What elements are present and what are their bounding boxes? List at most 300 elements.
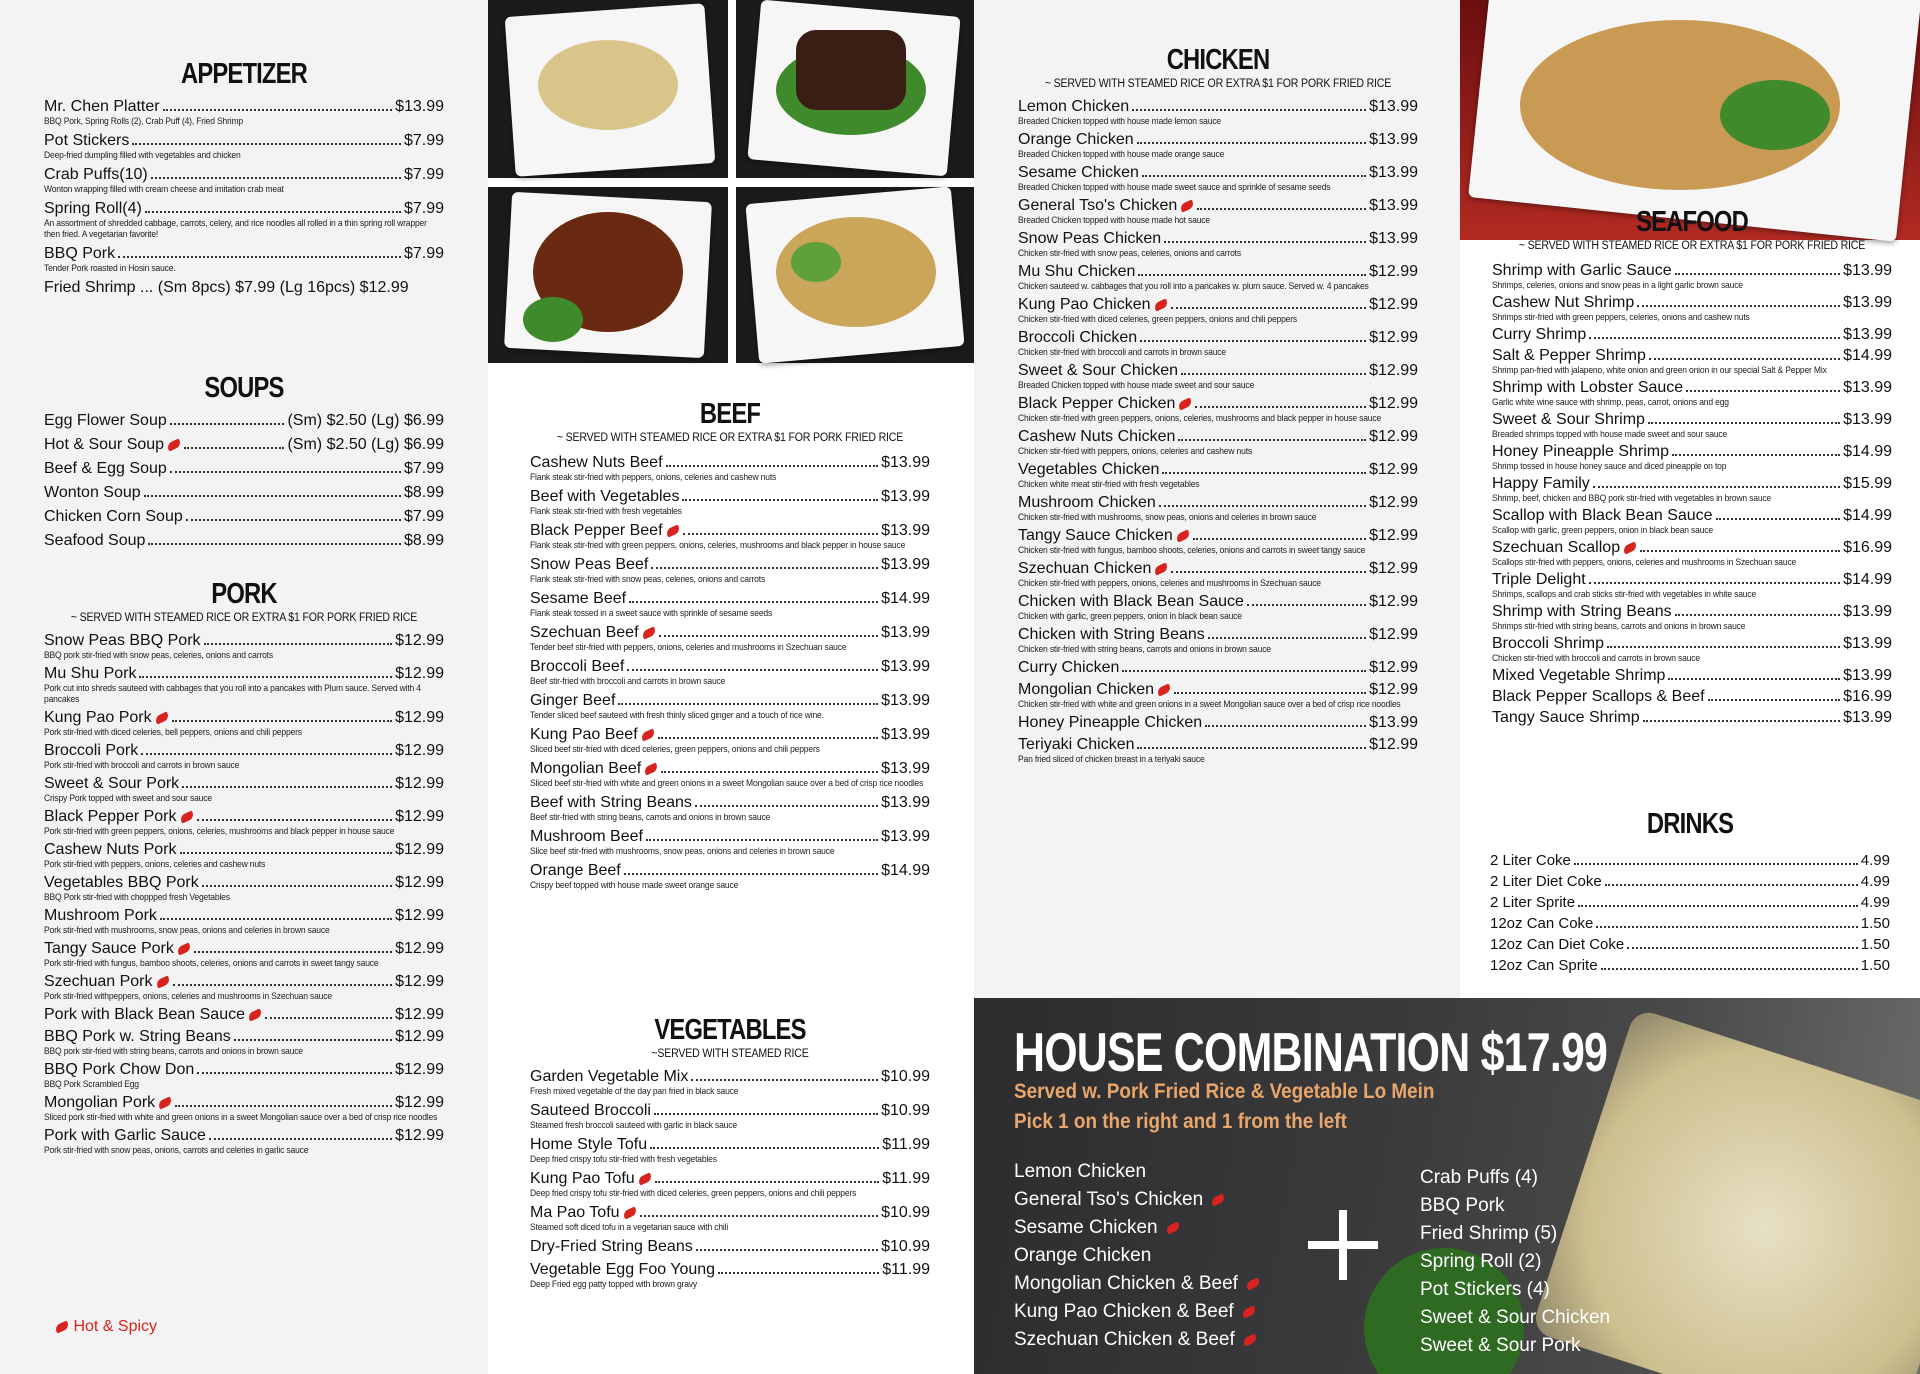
menu-item-row bbox=[1490, 936, 1890, 954]
menu-item-price: 1.50 bbox=[1860, 915, 1890, 932]
menu-item-description: Pork stir-fried withpeppers, onions, celeries and mushrooms in Szechuan sauce bbox=[44, 991, 332, 1002]
menu-item-name: Triple Delight bbox=[1492, 571, 1586, 588]
menu-item-price: $12.99 bbox=[1369, 593, 1418, 610]
menu-item bbox=[530, 488, 930, 517]
menu-item-description: Steamed soft diced tofu in a vegetarian sauce with chili bbox=[530, 1222, 729, 1233]
menu-item bbox=[44, 200, 444, 240]
menu-item bbox=[44, 98, 444, 127]
menu-item-name: Vegetables BBQ Pork bbox=[44, 874, 199, 891]
menu-item-name: Szechuan Chicken bbox=[1018, 560, 1152, 577]
leader-dots bbox=[234, 1039, 392, 1041]
menu-item-price: $12.99 bbox=[1369, 659, 1418, 676]
menu-item-row bbox=[44, 412, 444, 430]
beef-title: BEEF bbox=[699, 398, 761, 430]
menu-item-description: Shrimp, beef, chicken and BBQ pork stir-fried with vegetables in brown sauce bbox=[1492, 493, 1772, 504]
leader-dots bbox=[1589, 337, 1840, 339]
menu-item-name: Garden Vegetable Mix bbox=[530, 1068, 689, 1085]
menu-item-row bbox=[1018, 659, 1418, 677]
menu-item-row bbox=[1492, 603, 1892, 621]
menu-item bbox=[44, 132, 444, 161]
combo-option-label: Kung Pao Chicken & Beef bbox=[1014, 1301, 1234, 1322]
menu-item-row bbox=[1492, 475, 1892, 493]
legend-label: Hot & Spicy bbox=[73, 1318, 158, 1335]
menu-item-price: $13.99 bbox=[1369, 197, 1418, 214]
menu-item-row bbox=[1018, 230, 1418, 248]
menu-item-price: $12.99 bbox=[1369, 527, 1418, 544]
menu-item-description: Tender Pork roasted in Hosin sauce. bbox=[44, 263, 176, 274]
hot-spicy-legend bbox=[52, 1318, 157, 1336]
menu-item-row bbox=[1490, 873, 1890, 891]
menu-item-price: $13.99 bbox=[395, 98, 444, 115]
menu-item-price: $12.99 bbox=[395, 775, 444, 792]
menu-item-price: $14.99 bbox=[881, 590, 930, 607]
menu-item-name: Szechuan Pork bbox=[44, 973, 153, 990]
chili-icon bbox=[1165, 1221, 1181, 1234]
combo-option-label: Sweet & Sour Chicken bbox=[1420, 1307, 1611, 1328]
leader-dots bbox=[718, 1272, 879, 1274]
menu-item-price: $12.99 bbox=[395, 874, 444, 891]
menu-item-price: $7.99 bbox=[403, 132, 444, 149]
menu-item-price: $13.99 bbox=[881, 794, 930, 811]
appetizer-list bbox=[44, 98, 444, 274]
menu-item-row bbox=[1018, 131, 1418, 149]
leader-dots bbox=[265, 1017, 392, 1019]
chili-icon bbox=[640, 626, 656, 639]
combo-option bbox=[1420, 1220, 1610, 1248]
menu-item-row bbox=[530, 692, 930, 710]
seafood-section bbox=[1492, 206, 1892, 730]
menu-item-description: Pork stir-fried with diced celeries, bell peppers, onions and chili peppers bbox=[44, 727, 302, 738]
menu-item-description: Pork stir-fried with green peppers, onions, celeries, mushrooms and black pepper in house sauce bbox=[44, 826, 395, 837]
leader-dots bbox=[655, 1181, 880, 1183]
menu-item-description: BBQ Pork Scrambled Egg bbox=[44, 1079, 139, 1090]
leader-dots bbox=[629, 601, 878, 603]
menu-item-name: Mu Shu Pork bbox=[44, 665, 137, 682]
menu-item-price: $12.99 bbox=[395, 1127, 444, 1144]
chili-icon bbox=[1156, 683, 1172, 696]
menu-item-row bbox=[1490, 852, 1890, 870]
photo-lo-mein bbox=[488, 0, 728, 178]
menu-item-price: $10.99 bbox=[881, 1068, 930, 1085]
menu-item bbox=[530, 1136, 930, 1165]
menu-item bbox=[44, 742, 444, 771]
leader-dots bbox=[1643, 720, 1840, 722]
menu-item bbox=[1492, 326, 1892, 344]
menu-item-description: BBQ Pork, Spring Rolls (2), Crab Puff (4), Fried Shrimp bbox=[44, 116, 244, 127]
combo-option-label: Lemon Chicken bbox=[1014, 1161, 1147, 1182]
photo-general-tso bbox=[488, 187, 728, 363]
leader-dots bbox=[1247, 604, 1366, 606]
pork-list bbox=[44, 632, 444, 1156]
menu-item-name: Shrimp with String Beans bbox=[1492, 603, 1672, 620]
combo-option bbox=[1014, 1298, 1260, 1326]
pork-note: ~ SERVED WITH STEAMED RICE OR EXTRA $1 FOR PORK FRIED RICE bbox=[70, 612, 418, 624]
beef-list bbox=[530, 454, 930, 891]
leader-dots bbox=[186, 519, 401, 521]
menu-item-description: Shrimp tossed in house honey sauce and diced pineapple on top bbox=[1492, 461, 1727, 472]
menu-item-price: $7.99 bbox=[403, 508, 444, 525]
menu-item-row bbox=[530, 1136, 930, 1154]
combo-line-2: Pick 1 on the right and 1 from the left bbox=[1014, 1110, 1347, 1133]
menu-item-price: $14.99 bbox=[1843, 443, 1892, 460]
menu-item-description: Pork stir-fried with snow peas, onions, carrots and celeries in garlic sauce bbox=[44, 1145, 309, 1156]
leader-dots bbox=[145, 211, 401, 213]
leader-dots bbox=[650, 1147, 879, 1149]
menu-item-name: Szechuan Scallop bbox=[1492, 539, 1621, 556]
leader-dots bbox=[1574, 863, 1858, 865]
menu-item-row bbox=[44, 775, 444, 793]
leader-dots bbox=[627, 669, 878, 671]
leader-dots bbox=[141, 753, 392, 755]
menu-item bbox=[530, 1170, 930, 1199]
menu-item-name: 12oz Can Coke bbox=[1490, 915, 1594, 932]
menu-item-name: Snow Peas BBQ Pork bbox=[44, 632, 201, 649]
chili-icon bbox=[1241, 1305, 1257, 1318]
leader-dots bbox=[654, 1113, 878, 1115]
menu-item-name: Crab Puffs(10) bbox=[44, 166, 148, 183]
menu-item bbox=[1492, 635, 1892, 664]
menu-item-price: $12.99 bbox=[395, 709, 444, 726]
menu-item-description: Flank steak tossed in a sweet sauce with sprinkle of sesame seeds bbox=[530, 608, 773, 619]
chili-icon bbox=[154, 975, 170, 988]
menu-item bbox=[1490, 852, 1890, 870]
leader-dots bbox=[1195, 406, 1366, 408]
fried-shrimp-text: Fried Shrimp ... (Sm 8pcs) $7.99 (Lg 16pcs) $12.99 bbox=[44, 279, 409, 296]
menu-item-price: $8.99 bbox=[403, 532, 444, 549]
menu-item-price: $13.99 bbox=[1843, 709, 1892, 726]
menu-item-price: $12.99 bbox=[395, 907, 444, 924]
menu-item-row bbox=[44, 1028, 444, 1046]
menu-item-price: $12.99 bbox=[395, 1028, 444, 1045]
broccoli-food bbox=[523, 297, 583, 342]
menu-item-description: Sliced pork stir-fried with white and green onions in a sweet Mongolian sauce over a bed of crisp rice noodles bbox=[44, 1112, 438, 1123]
menu-item-description: Chicken with garlic, green peppers, onion in black bean sauce bbox=[1018, 611, 1242, 622]
leader-dots bbox=[661, 771, 878, 773]
pork-title: PORK bbox=[211, 578, 277, 610]
leader-dots bbox=[148, 543, 401, 545]
menu-item-row bbox=[44, 200, 444, 218]
menu-item-description: Sliced beef stir-fried with diced celeries, green peppers, onions and chili peppers bbox=[530, 744, 820, 755]
menu-item-row bbox=[530, 760, 930, 778]
menu-item bbox=[44, 532, 444, 550]
combo-line-1: Served w. Pork Fried Rice & Vegetable Lo Mein bbox=[1014, 1080, 1435, 1103]
menu-item bbox=[530, 624, 930, 653]
combo-option-label: Orange Chicken bbox=[1014, 1245, 1152, 1266]
menu-item-row bbox=[44, 460, 444, 478]
menu-item-row bbox=[1018, 593, 1418, 611]
menu-item-description: Fresh mixed vegetable of the day pan fried in black sauce bbox=[530, 1086, 739, 1097]
menu-item-price: $11.99 bbox=[882, 1136, 930, 1153]
column-chicken bbox=[974, 0, 1460, 998]
menu-item bbox=[1018, 736, 1418, 765]
menu-item-row bbox=[530, 1170, 930, 1188]
menu-item-description: Chicken sauteed w. cabbages that you roll into a pancakes w. plum sauce. Served w. 4 pancakes bbox=[1018, 281, 1369, 292]
menu-item-price: 4.99 bbox=[1860, 852, 1890, 869]
menu-item-description: Chicken stir-fried with fungus, bamboo shoots, celeries, onions and carrots in sweet tangy sauce bbox=[1018, 545, 1366, 556]
menu-item bbox=[530, 454, 930, 483]
menu-item-name: Salt & Pepper Shrimp bbox=[1492, 347, 1646, 364]
menu-item-description: Sliced beef stir-fried with white and green onions in a sweet Mongolian sauce over a bed of crisp rice noodles bbox=[530, 778, 924, 789]
chili-icon bbox=[1179, 199, 1195, 212]
leader-dots bbox=[1596, 926, 1857, 928]
menu-item-name: Sweet & Sour Shrimp bbox=[1492, 411, 1645, 428]
chili-icon bbox=[54, 1320, 70, 1333]
menu-item bbox=[530, 828, 930, 857]
menu-item-name: 12oz Can Sprite bbox=[1490, 957, 1598, 974]
menu-item bbox=[530, 1068, 930, 1097]
menu-item-row bbox=[44, 436, 444, 454]
leader-dots bbox=[180, 852, 393, 854]
menu-item bbox=[530, 590, 930, 619]
leader-dots bbox=[144, 495, 401, 497]
menu-item-name: Black Pepper Beef bbox=[530, 522, 663, 539]
vegetables-list bbox=[530, 1068, 930, 1290]
menu-item-name: Cashew Nuts Pork bbox=[44, 841, 177, 858]
chili-icon bbox=[247, 1008, 263, 1021]
menu-item-price: $12.99 bbox=[1369, 263, 1418, 280]
leader-dots bbox=[151, 177, 401, 179]
menu-item-price: $7.99 bbox=[403, 245, 444, 262]
menu-item-description: Flank steak stir-fried with snow peas, celeries, onions and carrots bbox=[530, 574, 766, 585]
menu-item-price: $13.99 bbox=[881, 726, 930, 743]
leader-dots bbox=[1668, 678, 1840, 680]
menu-item bbox=[530, 1204, 930, 1233]
menu-item-row bbox=[44, 166, 444, 184]
combo-option bbox=[1420, 1276, 1610, 1304]
menu-item bbox=[1492, 475, 1892, 504]
combo-right-list bbox=[1420, 1164, 1610, 1360]
beef-note: ~ SERVED WITH STEAMED RICE OR EXTRA $1 FOR PORK FRIED RICE bbox=[556, 432, 904, 444]
menu-item-name: Curry Chicken bbox=[1018, 659, 1120, 676]
menu-item-name: 2 Liter Sprite bbox=[1490, 894, 1576, 911]
menu-item-name: Curry Shrimp bbox=[1492, 326, 1587, 343]
chili-icon bbox=[166, 438, 182, 451]
menu-item-description: Chicken stir-fried with string beans, carrots and onions in brown sauce bbox=[1018, 644, 1271, 655]
menu-item-name: Happy Family bbox=[1492, 475, 1590, 492]
menu-item-row bbox=[1492, 667, 1892, 685]
menu-item bbox=[530, 862, 930, 891]
chili-icon bbox=[664, 524, 680, 537]
combo-option bbox=[1420, 1332, 1610, 1360]
leader-dots bbox=[170, 471, 401, 473]
menu-item-row bbox=[530, 624, 930, 642]
menu-item-price: $12.99 bbox=[1369, 626, 1418, 643]
menu-item-name: Cashew Nut Shrimp bbox=[1492, 294, 1635, 311]
combo-option-label: Pot Stickers (4) bbox=[1420, 1279, 1550, 1300]
menu-item-description: Scallops stir-fried with peppers, onions, celeries and mushrooms in Szechuan sauce bbox=[1492, 557, 1797, 568]
leader-dots bbox=[160, 918, 392, 920]
menu-item-name: Mongolian Pork bbox=[44, 1094, 156, 1111]
menu-item-row bbox=[1018, 164, 1418, 182]
menu-item-row bbox=[1492, 571, 1892, 589]
noodles-food bbox=[538, 40, 678, 130]
leader-dots bbox=[1708, 699, 1841, 701]
menu-item-row bbox=[1492, 507, 1892, 525]
menu-item-price: $12.99 bbox=[1369, 362, 1418, 379]
column-photos-beef-vegetables bbox=[488, 0, 974, 1374]
menu-item-price: $13.99 bbox=[881, 454, 930, 471]
menu-item bbox=[1018, 164, 1418, 193]
menu-item-row bbox=[1492, 379, 1892, 397]
menu-item-name: Sweet & Sour Chicken bbox=[1018, 362, 1179, 379]
menu-item-price: $13.99 bbox=[1843, 667, 1892, 684]
chili-icon bbox=[1153, 562, 1169, 575]
menu-item-name: Black Pepper Scallops & Beef bbox=[1492, 688, 1705, 705]
chili-icon bbox=[1622, 541, 1638, 554]
menu-item-row bbox=[1018, 461, 1418, 479]
menu-item-price: $12.99 bbox=[1369, 428, 1418, 445]
menu-item-description: Pan fried sliced of chicken breast in a teriyaki sauce bbox=[1018, 754, 1205, 765]
menu-item bbox=[1490, 915, 1890, 933]
menu-item-description: Beef stir-fried with string beans, carrots and onions in brown sauce bbox=[530, 812, 771, 823]
menu-item-name: Sesame Beef bbox=[530, 590, 627, 607]
leader-dots bbox=[197, 1072, 392, 1074]
combo-option-label: Fried Shrimp (5) bbox=[1420, 1223, 1558, 1244]
menu-item bbox=[1492, 688, 1892, 706]
menu-item-row bbox=[44, 484, 444, 502]
menu-item-row bbox=[1492, 709, 1892, 727]
chili-icon bbox=[157, 1096, 173, 1109]
menu-item-description: Pork cut into shreds sauteed with cabbages that you roll into a pancakes with Plum sauce. Served with 4 pancakes bbox=[44, 683, 421, 705]
leader-dots bbox=[640, 1215, 879, 1217]
menu-item-row bbox=[44, 665, 444, 683]
menu-item bbox=[1018, 98, 1418, 127]
leader-dots bbox=[1142, 175, 1366, 177]
plus-icon bbox=[1308, 1210, 1378, 1280]
menu-item-row bbox=[1018, 395, 1418, 413]
menu-item-price: $13.99 bbox=[1369, 131, 1418, 148]
menu-item-price: $12.99 bbox=[1369, 681, 1418, 698]
menu-item-row bbox=[1492, 262, 1892, 280]
leader-dots bbox=[683, 533, 879, 535]
chili-icon bbox=[637, 1172, 653, 1185]
leader-dots bbox=[1649, 358, 1840, 360]
menu-item-description: Shrimps, scallops and crab sticks stir-fried with vegetables in white sauce bbox=[1492, 589, 1757, 600]
menu-item-price: $13.99 bbox=[881, 828, 930, 845]
menu-item-description: Deep-fried dumpling filled with vegetables and chicken bbox=[44, 150, 241, 161]
menu-item-row bbox=[530, 828, 930, 846]
menu-item-description: Deep fried crispy tofu stir-fried with diced celeries, green peppers, onions and chili peppers bbox=[530, 1188, 857, 1199]
menu-item-name: Mongolian Chicken bbox=[1018, 681, 1155, 698]
column-appetizer-soups-pork bbox=[0, 0, 488, 1374]
pork-section bbox=[44, 578, 444, 1160]
pepper-food bbox=[1720, 80, 1830, 150]
menu-item-price: $8.99 bbox=[403, 484, 444, 501]
menu-item-price: $14.99 bbox=[1843, 347, 1892, 364]
leader-dots bbox=[1640, 550, 1840, 552]
menu-item bbox=[44, 166, 444, 195]
chili-icon bbox=[1245, 1277, 1261, 1290]
menu-item-description: Breaded Chicken topped with house made sweet and sour sauce bbox=[1018, 380, 1255, 391]
menu-item-row bbox=[1492, 539, 1892, 557]
menu-item bbox=[1018, 494, 1418, 523]
menu-item-row bbox=[44, 98, 444, 116]
menu-item-name: Chicken with Black Bean Sauce bbox=[1018, 593, 1244, 610]
menu-item-row bbox=[1490, 915, 1890, 933]
combo-option-label: Mongolian Chicken & Beef bbox=[1014, 1273, 1238, 1294]
menu-item bbox=[530, 794, 930, 823]
menu-item bbox=[1492, 539, 1892, 568]
menu-item bbox=[1018, 681, 1418, 710]
menu-item-description: Flank steak stir-fried with peppers, onions, celeries and cashew nuts bbox=[530, 472, 777, 483]
menu-item-description: Scallop with garlic, green peppers, onion in black bean sauce bbox=[1492, 525, 1713, 536]
menu-item-row bbox=[1018, 681, 1418, 699]
leader-dots bbox=[1197, 208, 1366, 210]
leader-dots bbox=[659, 635, 879, 637]
menu-item bbox=[1018, 659, 1418, 677]
menu-item-name: Beef with Vegetables bbox=[530, 488, 680, 505]
menu-item-price: $14.99 bbox=[1843, 571, 1892, 588]
leader-dots bbox=[1593, 486, 1840, 488]
leader-dots bbox=[184, 447, 284, 449]
menu-item-name: Honey Pineapple Chicken bbox=[1018, 714, 1203, 731]
leader-dots bbox=[624, 873, 878, 875]
combo-option-label: Crab Puffs (4) bbox=[1420, 1167, 1538, 1188]
leader-dots bbox=[1637, 305, 1840, 307]
menu-item-description: Chicken stir-fried with green peppers, onions, celeries, mushrooms and black pepper in house sauce bbox=[1018, 413, 1382, 424]
menu-item bbox=[44, 436, 444, 454]
menu-item-name: Kung Pao Tofu bbox=[530, 1170, 635, 1187]
menu-item-name: Tangy Sauce Chicken bbox=[1018, 527, 1173, 544]
menu-item-name: Mixed Vegetable Shrimp bbox=[1492, 667, 1666, 684]
menu-item bbox=[530, 726, 930, 755]
leader-dots bbox=[182, 786, 392, 788]
menu-item bbox=[44, 775, 444, 804]
menu-item-price: $12.99 bbox=[1369, 560, 1418, 577]
menu-item-row bbox=[530, 454, 930, 472]
menu-item bbox=[1018, 461, 1418, 490]
menu-item-name: Kung Pao Pork bbox=[44, 709, 152, 726]
menu-item-name: Spring Roll(4) bbox=[44, 200, 142, 217]
menu-item-row bbox=[44, 841, 444, 859]
menu-item bbox=[44, 874, 444, 903]
menu-item bbox=[1492, 709, 1892, 727]
menu-item-row bbox=[44, 1006, 444, 1024]
menu-item-name: 2 Liter Coke bbox=[1490, 852, 1571, 869]
leader-dots bbox=[170, 423, 285, 425]
leader-dots bbox=[1159, 505, 1366, 507]
menu-item-name: Cashew Nuts Chicken bbox=[1018, 428, 1176, 445]
menu-item bbox=[530, 760, 930, 789]
menu-item-name: Cashew Nuts Beef bbox=[530, 454, 663, 471]
combo-option bbox=[1420, 1248, 1610, 1276]
menu-item-description: Chicken stir-fried with diced celeries, green peppers, onions and chili peppers bbox=[1018, 314, 1298, 325]
menu-item-description: Chicken stir-fried with broccoli and carrots in brown sauce bbox=[1018, 347, 1226, 358]
seafood-note: ~ SERVED WITH STEAMED RICE OR EXTRA $1 FOR PORK FRIED RICE bbox=[1518, 240, 1866, 252]
combo-option bbox=[1014, 1326, 1260, 1354]
chili-icon bbox=[1175, 529, 1191, 542]
menu-item-description: Deep fried crispy tofu stir-fried with fresh vegetables bbox=[530, 1154, 717, 1165]
leader-dots bbox=[1140, 340, 1366, 342]
combo-left-list bbox=[1014, 1158, 1260, 1354]
menu-item-row bbox=[530, 590, 930, 608]
menu-item-price: $14.99 bbox=[881, 862, 930, 879]
menu-item-description: Pork stir-fried with mushrooms, snow peas, onions and celeries in brown sauce bbox=[44, 925, 330, 936]
menu-item-price: $13.99 bbox=[1369, 230, 1418, 247]
leader-dots bbox=[1675, 614, 1840, 616]
menu-item-price: $13.99 bbox=[881, 760, 930, 777]
leader-dots bbox=[197, 819, 393, 821]
menu-item-price: (Sm) $2.50 (Lg) $6.99 bbox=[287, 412, 444, 429]
leader-dots bbox=[1178, 439, 1366, 441]
menu-item-name: Orange Chicken bbox=[1018, 131, 1134, 148]
menu-item-row bbox=[530, 1238, 930, 1256]
menu-item-description: Chicken stir-fried with white and green onions in a sweet Mongolian sauce over a bed of crisp rice noodles bbox=[1018, 699, 1401, 710]
menu-item-price: $7.99 bbox=[403, 460, 444, 477]
menu-item bbox=[1492, 603, 1892, 632]
menu-item-row bbox=[44, 132, 444, 150]
menu-item bbox=[44, 808, 444, 837]
